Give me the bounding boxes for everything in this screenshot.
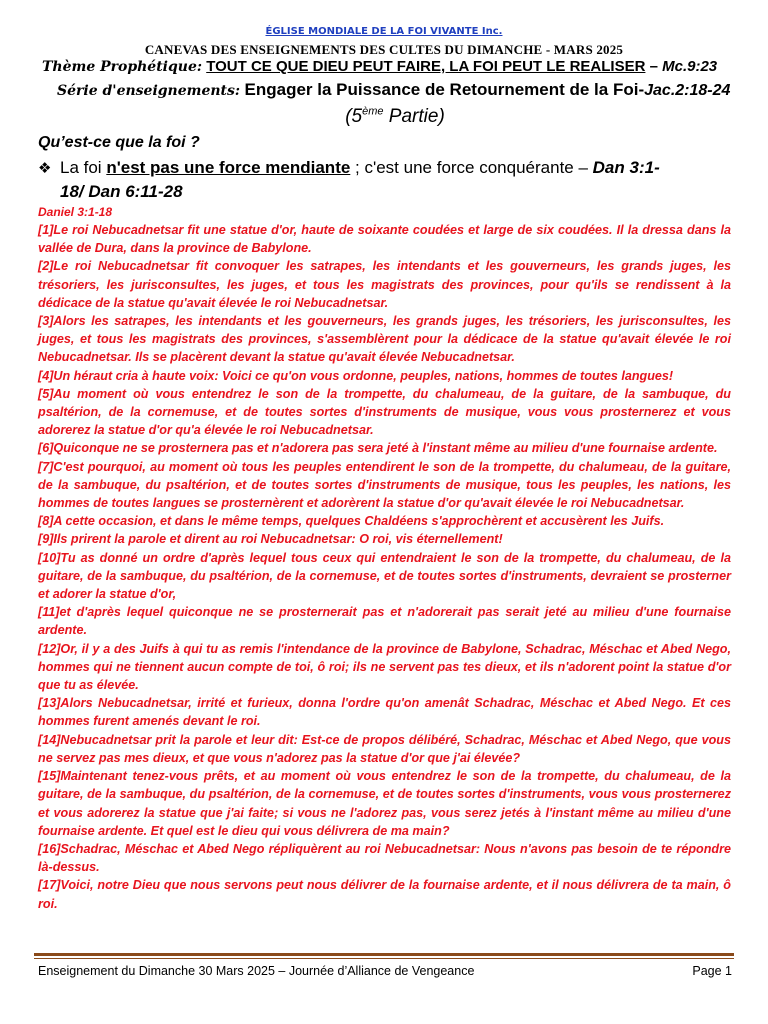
- verse: [5]Au moment où vous entendrez le son de la trompette, du chalumeau, de la guitare, de la sambuque, du psaltérion, de la cornemuse, et de toutes sortes d'instruments de musique, vous vous prosternerez et vous adorerez la statue d'or qu'a élevée le roi Nebucadnetsar.: [38, 386, 731, 438]
- verse: [11]et d'après lequel quiconque ne se prosternerait pas et n'adorerait pas serait jeté au milieu d'une fournaise ardente.: [38, 605, 731, 638]
- verse: [9]Ils prirent la parole et dirent au roi Nebucadnetsar: O roi, vis éternellement!: [38, 532, 503, 547]
- verse: [10]Tu as donné un ordre d'après lequel tous ceux qui entendraient le son de la trompette, du chalumeau, de la guitare, de la sambuque, du psaltérion, de la cornemuse, et de toutes sortes d'instruments, devraient se prosterner et adorer la statue d'or,: [38, 550, 731, 602]
- bullet-line-2: [38, 180, 738, 204]
- verse: [2]Le roi Nebucadnetsar fit convoquer les satrapes, les intendants et les gouverneurs, les grands juges, les trésoriers, les jurisconsultes, les juges, et tous les magistrats des provinces, pour qu'ils se rendissent à la dédicace de la statue qu'avait élevée le roi Nebucadnetsar.: [38, 259, 731, 310]
- diamond-bullet-icon: ❖: [38, 159, 52, 177]
- verse: [4]Un héraut cria à haute voix: Voici ce qu'on vous ordonne, peuples, nations, hommes de toutes langues!: [38, 368, 674, 383]
- series-label: Série d'enseignements:: [57, 83, 241, 99]
- verse: [3]Alors les satrapes, les intendants et les gouverneurs, les grands juges, les trésoriers, les jurisconsultes, les juges, et tous les magistrats des provinces, s'assemblèrent pour la dédicace de la statue qu'avait élevée le roi Nebucadnetsar. Ils se placèrent devant la statue qu'avait élevée Nebucadnetsar.: [38, 314, 731, 365]
- footer-divider-thin: [34, 958, 734, 959]
- verse-list: [38, 221, 731, 913]
- bullet-ref-b: 18/ Dan 6:11-28: [60, 182, 183, 201]
- bullet-post: ; c'est une force conquérante –: [350, 158, 593, 177]
- bullet-pre: La foi: [60, 158, 107, 177]
- verse: [7]C'est pourquoi, au moment où tous les peuples entendirent le son de la trompette, du chalumeau, de la guitare, de la sambuque, du psaltérion, et de toutes sortes d'instruments de musique, tous les peuples, les nations, les hommes de toutes langues se prosternèrent et adorèrent la statue d'or qu'avait élevée le roi Nebucadnetsar.: [38, 459, 731, 511]
- series-ref: Jac.2:18-24: [644, 82, 731, 99]
- bullet-bold: n'est pas une force mendiante: [106, 158, 351, 177]
- part-close: Partie): [383, 106, 445, 127]
- canevas-title: CANEVAS DES ENSEIGNEMENTS DES CULTES DU DIMANCHE - MARS 2025: [144, 42, 624, 57]
- chapter-reference: Daniel 3:1-18: [38, 205, 113, 219]
- verse: [8]A cette occasion, et dans le même temps, quelques Chaldéens s'approchèrent et accusèrent les Juifs.: [38, 514, 665, 529]
- part-sup: ème: [362, 105, 384, 118]
- series-text: Engager la Puissance de Retournement de la Foi-: [244, 80, 645, 99]
- section-question: Qu’est-ce que la foi ?: [38, 134, 200, 151]
- bullet-ref-a: Dan 3:1-: [592, 158, 660, 177]
- theme-ref: Mc.9:23: [662, 58, 718, 75]
- part-open: (5: [345, 106, 363, 127]
- verse: [1]Le roi Nebucadnetsar fit une statue d'or, haute de soixante coudées et large de six coudées. Il la dressa dans la vallée de Dura, dans la province de Babylone.: [38, 223, 731, 256]
- verse: [14]Nebucadnetsar prit la parole et leur dit: Est-ce de propos délibéré, Schadrac, Méschac et Abed Nego, que vous ne servez pas mes dieux, et que vous n'adorez pas la statue d'or que j'ai élevée?: [38, 732, 731, 765]
- church-name: ÉGLISE MONDIALE DE LA FOI VIVANTE Inc.: [265, 26, 503, 37]
- theme-dash: –: [645, 58, 663, 75]
- verse: [17]Voici, notre Dieu que nous servons peut nous délivrer de la fournaise ardente, et il nous délivrera de ta main, ô roi.: [38, 878, 731, 911]
- part-number: [0, 106, 768, 128]
- bullet-line-1: [38, 156, 738, 180]
- page-number: Page 1: [692, 964, 732, 978]
- theme-label: Thème Prophétique:: [42, 59, 203, 75]
- verse: [16]Schadrac, Méschac et Abed Nego répliquèrent au roi Nebucadnetsar: Nous n'avons pas besoin de te répondre là-dessus.: [38, 841, 731, 875]
- verse: [6]Quiconque ne se prosternera pas et n'adorera pas sera jeté à l'instant même au milieu d'une fournaise ardente.: [38, 441, 718, 456]
- footer-divider-thick: [34, 953, 734, 956]
- bullet-point: [38, 156, 738, 204]
- verse: [13]Alors Nebucadnetsar, irrité et furieux, donna l'ordre qu'on amenât Schadrac, Méschac et Abed Nego. Et ces hommes furent amenés devant le roi.: [38, 696, 731, 729]
- theme-text: TOUT CE QUE DIEU PEUT FAIRE, LA FOI PEUT LE REALISER: [206, 58, 646, 75]
- theme-line: [42, 58, 742, 75]
- verse: [15]Maintenant tenez-vous prêts, et au moment où vous entendrez le son de la trompette, du chalumeau, de la guitare, de la sambuque, du psaltérion, de la cornemuse, et de toutes sortes d'instruments, vous vous prosternerez et vous adorerez la statue que j'ai faite; si vous ne l'adorez pas, vous serez jetés à l'instant même au milieu d'une fournaise ardente. Et quel est le dieu qui vous délivrera de ma main?: [38, 769, 731, 838]
- footer-text: Enseignement du Dimanche 30 Mars 2025 – Journée d’Alliance de Vengeance: [38, 964, 475, 978]
- verse: [12]Or, il y a des Juifs à qui tu as remis l'intendance de la province de Babylone, Schadrac, Méschac et Abed Nego, hommes qui ne tiennent aucun compte de toi, ô roi; ils ne servent pas tes dieux, et ils n'adorent point la statue d'or que tu as élevée.: [38, 641, 731, 693]
- series-line: [57, 80, 757, 100]
